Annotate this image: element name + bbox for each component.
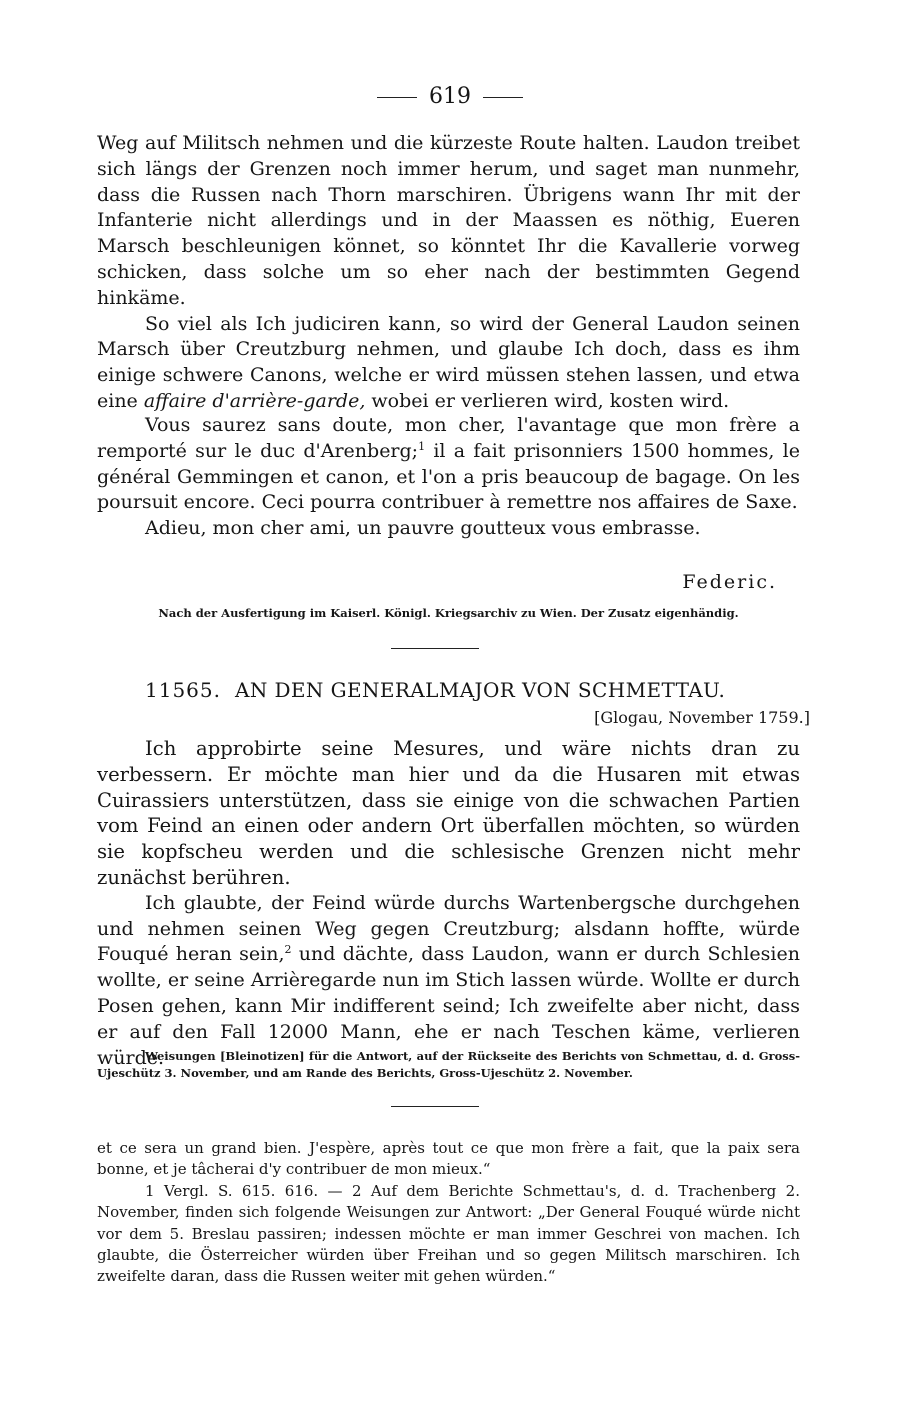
source-note: Nach der Ausfertigung im Kaiserl. Königl. Kriegsarchiv zu Wien. Der Zusatz eigenhändig.	[158, 606, 739, 620]
document-number: 11565.	[145, 678, 221, 702]
footnote-marker: 1	[418, 439, 426, 453]
running-head	[0, 84, 900, 109]
separator-rule	[391, 1106, 479, 1107]
signature: Federic.	[682, 571, 777, 593]
header-dash-left	[377, 97, 417, 98]
page-number: 619	[429, 84, 471, 109]
source-note: Weisungen [Bleinotizen] für die Antwort, auf der Rückseite des Berichts von Schmettau, d. d. Gross-Ujeschütz 3. November, und am Rande des Berichts, Gross-Ujeschütz 2. November.	[97, 1049, 800, 1080]
dateline: [Glogau, November 1759.]	[594, 708, 810, 727]
separator-rule	[391, 648, 479, 649]
header-dash-right	[483, 97, 523, 98]
letter-end-german	[97, 131, 800, 415]
paragraph: Weg auf Militsch nehmen und die kürzeste Route halten. Laudon treibet sich längs der Grenzen noch immer herum, und saget man nunmehr, dass die Russen nach Thorn marschiren. Übrigens wann Ihr mit der Infanterie nicht allerdings und in der Maassen es nöthig, Eueren Marsch beschleunigen könnet, so könntet Ihr die Kavallerie vorweg schicken, dass solche um so eher nach der bestimmten Gegend hinkäme.	[97, 132, 800, 309]
paragraph: Adieu, mon cher ami, un pauvre goutteux vous embrasse.	[145, 517, 701, 540]
footnote-continuation: et ce sera un grand bien. J'espère, après tout ce que mon frère a fait, que la paix sera bonne, et je tâcherai d'y contribuer de mon mieux.“	[97, 1139, 800, 1179]
letter-end-french	[97, 413, 800, 542]
paragraph: Ich approbirte seine Mesures, und wäre nichts dran zu verbessern. Er möchte man hier und da die Husaren mit etwas Cuirassiers unterstützen, dass sie einige von die schwachen Partien vom Feind an einen oder andern Ort überfallen möchten, so würden sie kopfscheu werden und die schlesische Grenzen nicht mehr zunächst berühren.	[97, 737, 800, 889]
document-heading	[145, 678, 725, 702]
document-title: AN DEN GENERALMAJOR VON SCHMETTAU.	[234, 678, 726, 702]
italic-phrase: affaire d'arrière-garde,	[143, 389, 366, 412]
paragraph: Ich glaubte, der Feind würde durchs Wartenbergsche durchgehen und nehmen seinen Weg gegen Creutzburg; alsdann hoffte, würde Fouqué heran sein,$^2$ und dächte, dass Laudon, wann er durch Schlesien wollte, er seine Arrièregarde nun im Stich lassen würde. Wollte er durch Posen gehen, kann Mir indifferent seind; Ich zweifelte aber nicht, dass er auf den Fall 12000 Mann, ehe er nach Teschen käme, verlieren würde.	[97, 891, 800, 1069]
footnotes: 1 Vergl. S. 615. 616. — 2 Auf dem Berichte Schmettau's, d. d. Trachenberg 2. November, finden sich folgende Weisungen zur Antwort: „Der General Fouqué würde nicht vor dem 5. Breslau passiren; indessen möchte er man immer Geschrei von machen. Ich glaubte, die Österreicher würden über Freihan und so gegen Militsch marschiren. Ich zweifelte daran, dass die Russen weiter mit gehen würden.“	[97, 1182, 800, 1286]
footnote-marker: 2	[284, 943, 292, 957]
paragraph: So viel als Ich judiciren kann, so wird der General Laudon seinen Marsch über Creutzburg nehmen, und glaube Ich doch, dass es ihm einige schwere Canons, welche er wird müssen stehen lassen, und etwa eine affaire d'arrière-garde, wobei er verlieren wird, kosten wird.	[97, 312, 800, 412]
document-body	[97, 736, 800, 1071]
paragraph: Vous saurez sans doute, mon cher, l'avantage que mon frère a remporté sur le duc d'Arenberg;$^1$ il a fait prisonniers 1500 hommes, le général Gemmingen et canon, et l'on a pris beaucoup de bagage. On les poursuit encore. Ceci pourra contribuer à remettre nos affaires de Saxe.	[97, 414, 800, 514]
